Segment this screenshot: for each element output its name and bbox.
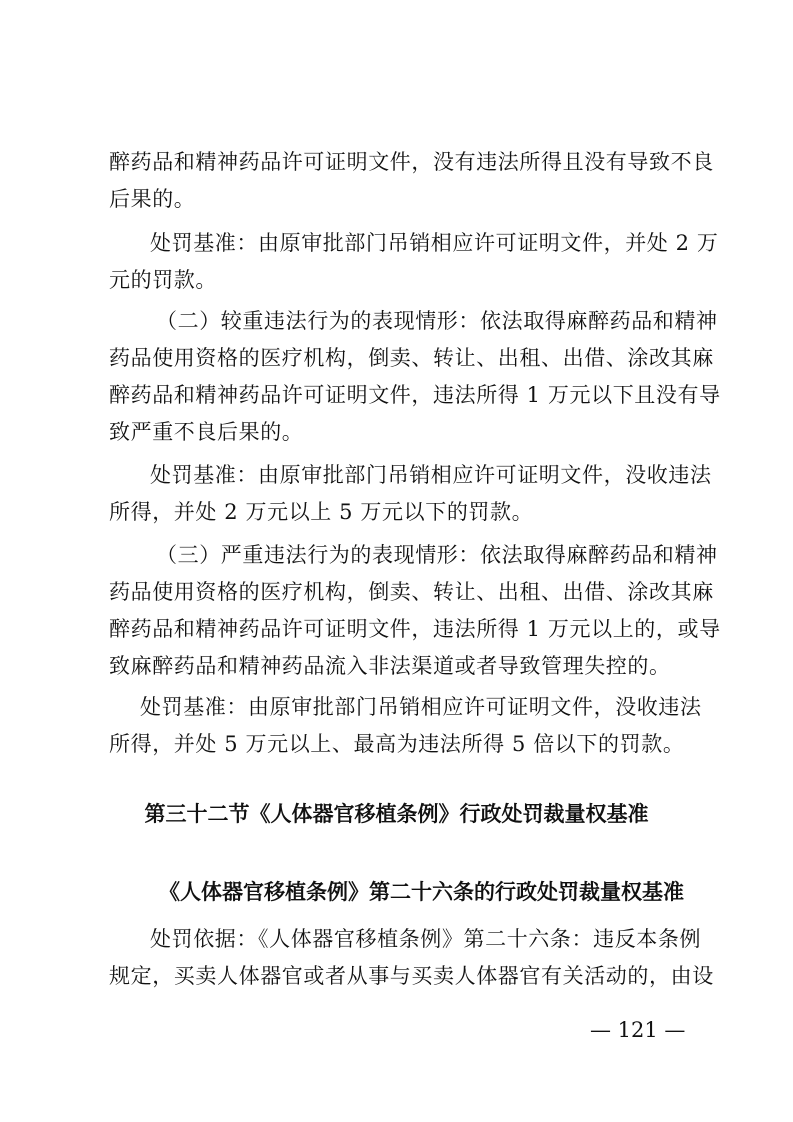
body-line-2: 后果的。 [109, 187, 196, 211]
basis-line-1: 处罚依据：《人体器官移植条例》第二十六条：违反本条例 [150, 927, 702, 951]
body-line-4: 元的罚款。 [109, 268, 217, 292]
body-line-12: 药品使用资格的医疗机构，倒卖、转让、出租、出借、涂改其麻 [109, 580, 714, 604]
body-line-8: 致严重不良后果的。 [109, 420, 304, 444]
body-line-9: 处罚基准：由原审批部门吊销相应许可证明文件，没收违法 [150, 463, 712, 487]
body-line-5: （二）较重违法行为的表现情形：依法取得麻醉药品和精神 [156, 309, 718, 333]
body-line-3: 处罚基准：由原审批部门吊销相应许可证明文件，并处 2 万 [150, 231, 719, 255]
body-line-7: 醉药品和精神药品许可证明文件，违法所得 1 万元以下且没有导 [109, 383, 721, 407]
page-number: — 121 — [590, 1018, 686, 1042]
body-line-15: 处罚基准：由原审批部门吊销相应许可证明文件，没收违法 [140, 695, 702, 719]
body-line-1: 醉药品和精神药品许可证明文件，没有违法所得且没有导致不良 [109, 150, 714, 174]
body-line-10: 所得，并处 2 万元以上 5 万元以下的罚款。 [109, 500, 534, 524]
section-heading: 第三十二节《人体器官移植条例》行政处罚裁量权基准 [144, 802, 649, 826]
body-line-14: 致麻醉药品和精神药品流入非法渠道或者导致管理失控的。 [109, 654, 671, 678]
body-line-13: 醉药品和精神药品许可证明文件，违法所得 1 万元以上的，或导 [109, 617, 721, 641]
basis-line-2: 规定，买卖人体器官或者从事与买卖人体器官有关活动的，由设 [109, 964, 714, 988]
body-line-16: 所得，并处 5 万元以上、最高为违法所得 5 倍以下的罚款。 [109, 732, 685, 756]
article-heading: 《人体器官移植条例》第二十六条的行政处罚裁量权基准 [159, 880, 684, 904]
body-line-6: 药品使用资格的医疗机构，倒卖、转让、出租、出借、涂改其麻 [109, 346, 714, 370]
body-line-11: （三）严重违法行为的表现情形：依法取得麻醉药品和精神 [156, 543, 718, 567]
